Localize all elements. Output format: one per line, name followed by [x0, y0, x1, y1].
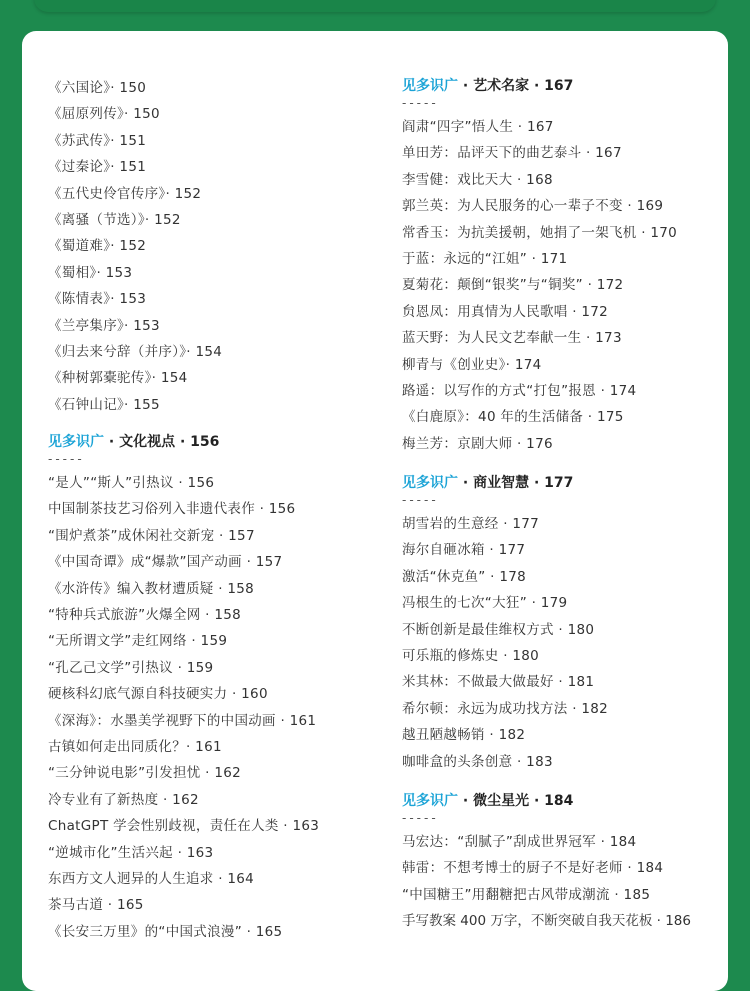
toc-entry: 手写教案 400 万字，不断突破自我天花板 · 186: [402, 913, 691, 930]
toc-entry: 不断创新是最佳维权方式 · 180: [402, 621, 595, 638]
toc-entry: 《长安三万里》的“中国式浪漫” · 165: [48, 923, 283, 940]
toc-entry: 越丑陋越畅销 · 182: [402, 727, 526, 744]
section-divider: -----: [402, 96, 439, 110]
toc-entry: 《深海》：水墨美学视野下的中国动画 · 161: [48, 712, 317, 729]
toc-entry: 《兰亭集序》· 153: [48, 317, 160, 334]
toc-entry: “逆城市化”生活兴起 · 163: [48, 844, 214, 861]
section-title: · 商业智慧 · 177: [462, 475, 574, 492]
section-divider: -----: [402, 493, 439, 508]
toc-entry: 韩雷：不想考博士的厨子不是好老师 · 184: [402, 860, 664, 877]
toc-entry: 《种树郭橐驼传》· 154: [48, 370, 188, 387]
toc-entry: “中国糖王”用翻糖把古风带成潮流 · 185: [402, 886, 651, 903]
toc-entry: 咖啡盒的头条创意 · 183: [402, 753, 553, 770]
toc-entry: 《过秦论》· 151: [48, 159, 147, 176]
toc-entry: 中国制茶技艺习俗列入非遗代表作 · 156: [48, 501, 296, 518]
section-business: [402, 473, 728, 775]
toc-entry: 米其林：不做最大做最好 · 181: [402, 674, 595, 691]
section-heading: [402, 76, 728, 96]
toc-entry: 《屈原列传》· 150: [48, 106, 160, 123]
left-top-list: [48, 75, 388, 418]
toc-entry: 硬核科幻底气源自科技硬实力 · 160: [48, 686, 268, 703]
toc-entry: 贠恩凤：用真情为人民歌唱 · 172: [402, 303, 609, 320]
top-banner-edge: [34, 0, 716, 12]
section-title: · 微尘星光 · 184: [462, 792, 574, 809]
toc-entry: 《白鹿原》：40 年的生活储备 · 175: [402, 409, 624, 426]
toc-entry: 《六国论》· 150: [48, 80, 147, 96]
toc-entry: 《五代史伶官传序》· 152: [48, 185, 202, 202]
toc-entry: 《水浒传》编入教材遭质疑 · 158: [48, 580, 255, 597]
toc-entry: 《苏武传》· 151: [48, 132, 147, 149]
toc-entry: 可乐瓶的修炼史 · 180: [402, 648, 540, 665]
section-art: [402, 76, 728, 457]
section-stardust: [402, 791, 728, 935]
toc-entry: 柳青与《创业史》· 174: [402, 356, 542, 373]
toc-entry: 《蜀道难》· 152: [48, 238, 147, 255]
toc-entry: 郭兰英：为人民服务的心一辈子不变 · 169: [402, 198, 664, 215]
toc-entry: 《中国奇谭》成“爆款”国产动画 · 157: [48, 554, 283, 571]
section-heading: [48, 432, 388, 452]
toc-entry: “是人”“斯人”引热议 · 156: [48, 475, 215, 492]
toc-entry: 《归去来兮辞（并序）》· 154: [48, 343, 223, 360]
toc-entry: 激活“休克鱼” · 178: [402, 568, 527, 585]
toc-entry: “孔乙己文学”引热议 · 159: [48, 659, 214, 676]
toc-entry: 马宏达：“刮腻子”刮成世界冠军 · 184: [402, 833, 637, 850]
section-brand: 见多识广: [402, 792, 458, 809]
toc-entry: 茶马古道 · 165: [48, 897, 144, 914]
section-divider: -----: [48, 452, 85, 467]
toc-entry: 常香玉：为抗美援朝，她捐了一架飞机 · 170: [402, 224, 678, 241]
toc-entry: 于蓝：永远的“江姐” · 171: [402, 250, 568, 267]
toc-entry: 蓝天野：为人民文艺奉献一生 · 173: [402, 330, 622, 347]
toc-entry: “围炉煮茶”成休闲社交新宠 · 157: [48, 527, 255, 544]
toc-entry: 希尔顿：永远为成功找方法 · 182: [402, 700, 609, 717]
toc-entry: “三分钟说电影”引发担忧 · 162: [48, 765, 242, 782]
section-brand: 见多识广: [402, 78, 458, 94]
toc-entry: 阎肃“四字”悟人生 · 167: [402, 119, 554, 135]
section-divider: -----: [402, 810, 439, 825]
toc-entry: 冷专业有了新热度 · 162: [48, 791, 199, 808]
toc-entry: ChatGPT 学会性别歧视，责任在人类 · 163: [48, 818, 320, 835]
toc-entry: 东西方文人迥异的人生追求 · 164: [48, 870, 255, 887]
section-brand: 见多识广: [48, 434, 104, 451]
toc-entry: 梅兰芳：京剧大师 · 176: [402, 435, 553, 452]
toc-entry: 胡雪岩的生意经 · 177: [402, 516, 540, 533]
toc-entry: 《石钟山记》· 155: [48, 396, 160, 413]
toc-entry: 夏菊花：颠倒“银奖”与“铜奖” · 172: [402, 277, 624, 294]
toc-entry: 海尔自砸冰箱 · 177: [402, 542, 526, 559]
toc-entry: 李雪健：戏比天大 · 168: [402, 171, 553, 188]
toc-entry: “特种兵式旅游”火爆全网 · 158: [48, 607, 242, 624]
toc-entry: 《陈情表》· 153: [48, 291, 147, 308]
toc-entry: 单田芳：品评天下的曲艺泰斗 · 167: [402, 145, 622, 162]
section-heading: [402, 473, 728, 493]
section-title: · 文化视点 · 156: [108, 434, 220, 451]
toc-entry: 古镇如何走出同质化？· 161: [48, 738, 222, 755]
section-brand: 见多识广: [402, 475, 458, 492]
toc-entry: 《蜀相》· 153: [48, 264, 133, 281]
right-column: [402, 76, 728, 935]
toc-entry: 《离骚（节选）》· 152: [48, 211, 181, 228]
toc-entry: 冯根生的七次“大狂” · 179: [402, 595, 568, 612]
section-title: · 艺术名家 · 167: [462, 78, 574, 94]
contents-card: [22, 31, 728, 991]
section-culture: [48, 432, 388, 945]
toc-entry: “无所谓文学”走红网络 · 159: [48, 633, 228, 650]
left-column: [48, 75, 388, 945]
section-heading: [402, 791, 728, 811]
toc-entry: 路遥：以写作的方式“打包”报恩 · 174: [402, 382, 637, 399]
